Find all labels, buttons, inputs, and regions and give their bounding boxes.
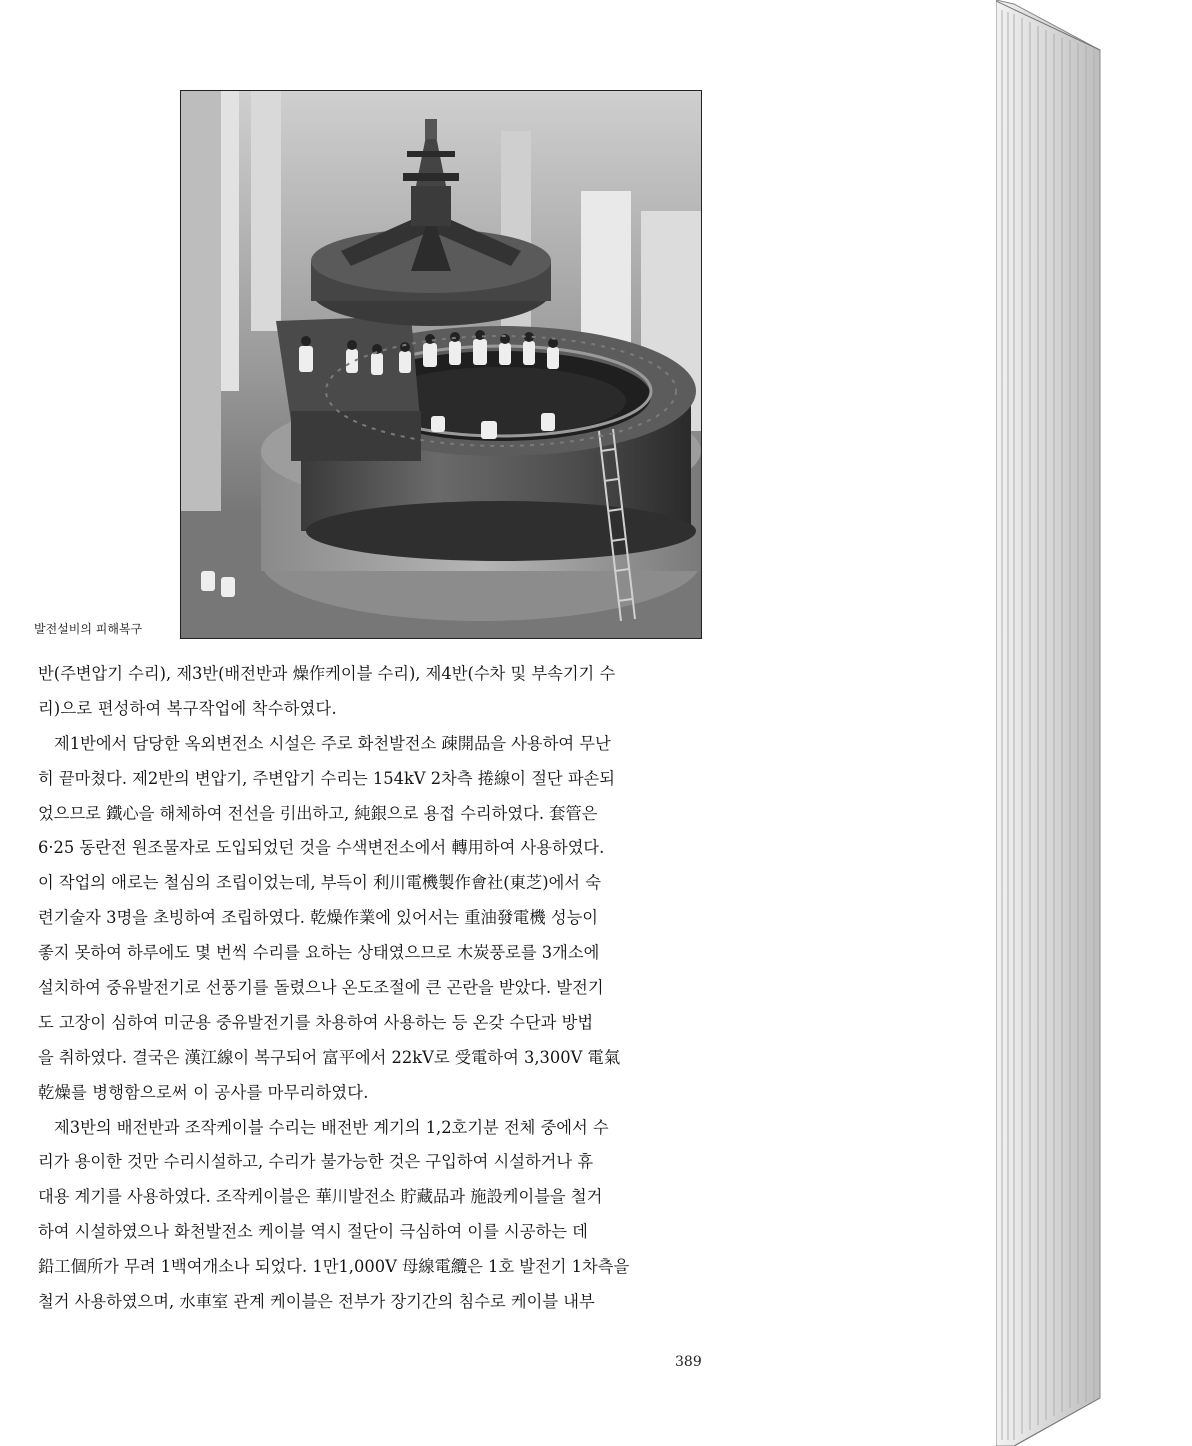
text-line: 었으므로 鐵心을 해체하여 전선을 引出하고, 純銀으로 용접 수리하였다. 套管은 [38,803,598,823]
text-line: 을 취하였다. 결국은 漢江線이 복구되어 富平에서 22kV로 受電하여 3,300V 電氣 [38,1047,621,1067]
text-line: 하여 시설하였으나 화천발전소 케이블 역시 절단이 극심하여 이를 시공하는 데 [38,1222,588,1242]
text-line: 히 끝마쳤다. 제2반의 변압기, 주변압기 수리는 154kV 2차측 捲線이 절단 파손되 [38,768,616,788]
text-line: 대용 계기를 사용하였다. 조작케이블은 華川발전소 貯藏品과 施設케이블을 철거 [38,1187,603,1207]
text-line: 乾燥를 병행함으로써 이 공사를 마무리하였다. [38,1082,369,1102]
text-line: 鉛工個所가 무려 1백여개소나 되었다. 1만1,000V 母線電纜은 1호 발전기 1차측을 [38,1257,630,1277]
text-line: 리가 용이한 것만 수리시설하고, 수리가 불가능한 것은 구입하여 시설하거나 휴 [38,1152,594,1172]
photo-illustration [181,91,701,638]
page-number: 389 [675,1354,702,1370]
body-text [38,657,702,1320]
photo-caption: 발전설비의 피해복구 [34,622,143,636]
text-line: 철거 사용하였으며, 水車室 관계 케이블은 전부가 장기간의 침수로 케이블 내부 [38,1292,595,1312]
text-line: 도 고장이 심하여 미군용 중유발전기를 차용하여 사용하는 등 온갖 수단과 방법 [38,1012,594,1032]
generator-repair-photo [180,90,702,639]
text-line: 좋지 못하여 하루에도 몇 번씩 수리를 요하는 상태였으므로 木炭풍로를 3개소에 [38,943,600,963]
text-line: 제3반의 배전반과 조작케이블 수리는 배전반 계기의 1,2호기분 전체 중에서 수 [54,1117,609,1137]
text-line: 리)으로 편성하여 복구작업에 착수하였다. [38,698,337,718]
text-line: 6·25 동란전 원조물자로 도입되었던 것을 수색변전소에서 轉用하여 사용하였다. [38,838,605,858]
text-line: 련기술자 3명을 초빙하여 조립하였다. 乾燥作業에 있어서는 重油發電機 성능이 [38,908,599,928]
text-line: 제1반에서 담당한 옥외변전소 시설은 주로 화천발전소 疎開品을 사용하여 무난 [54,733,611,753]
book-edge [996,0,1104,1446]
text-line: 이 작업의 애로는 철심의 조립이었는데, 부득이 利川電機製作會社(東芝)에서 숙 [38,873,601,893]
text-line: 설치하여 중유발전기로 선풍기를 돌렸으나 온도조절에 큰 곤란을 받았다. 발전기 [38,978,604,998]
text-line: 반(주변압기 수리), 제3반(배전반과 燥作케이블 수리), 제4반(수차 및 부속기기 수 [38,664,616,683]
